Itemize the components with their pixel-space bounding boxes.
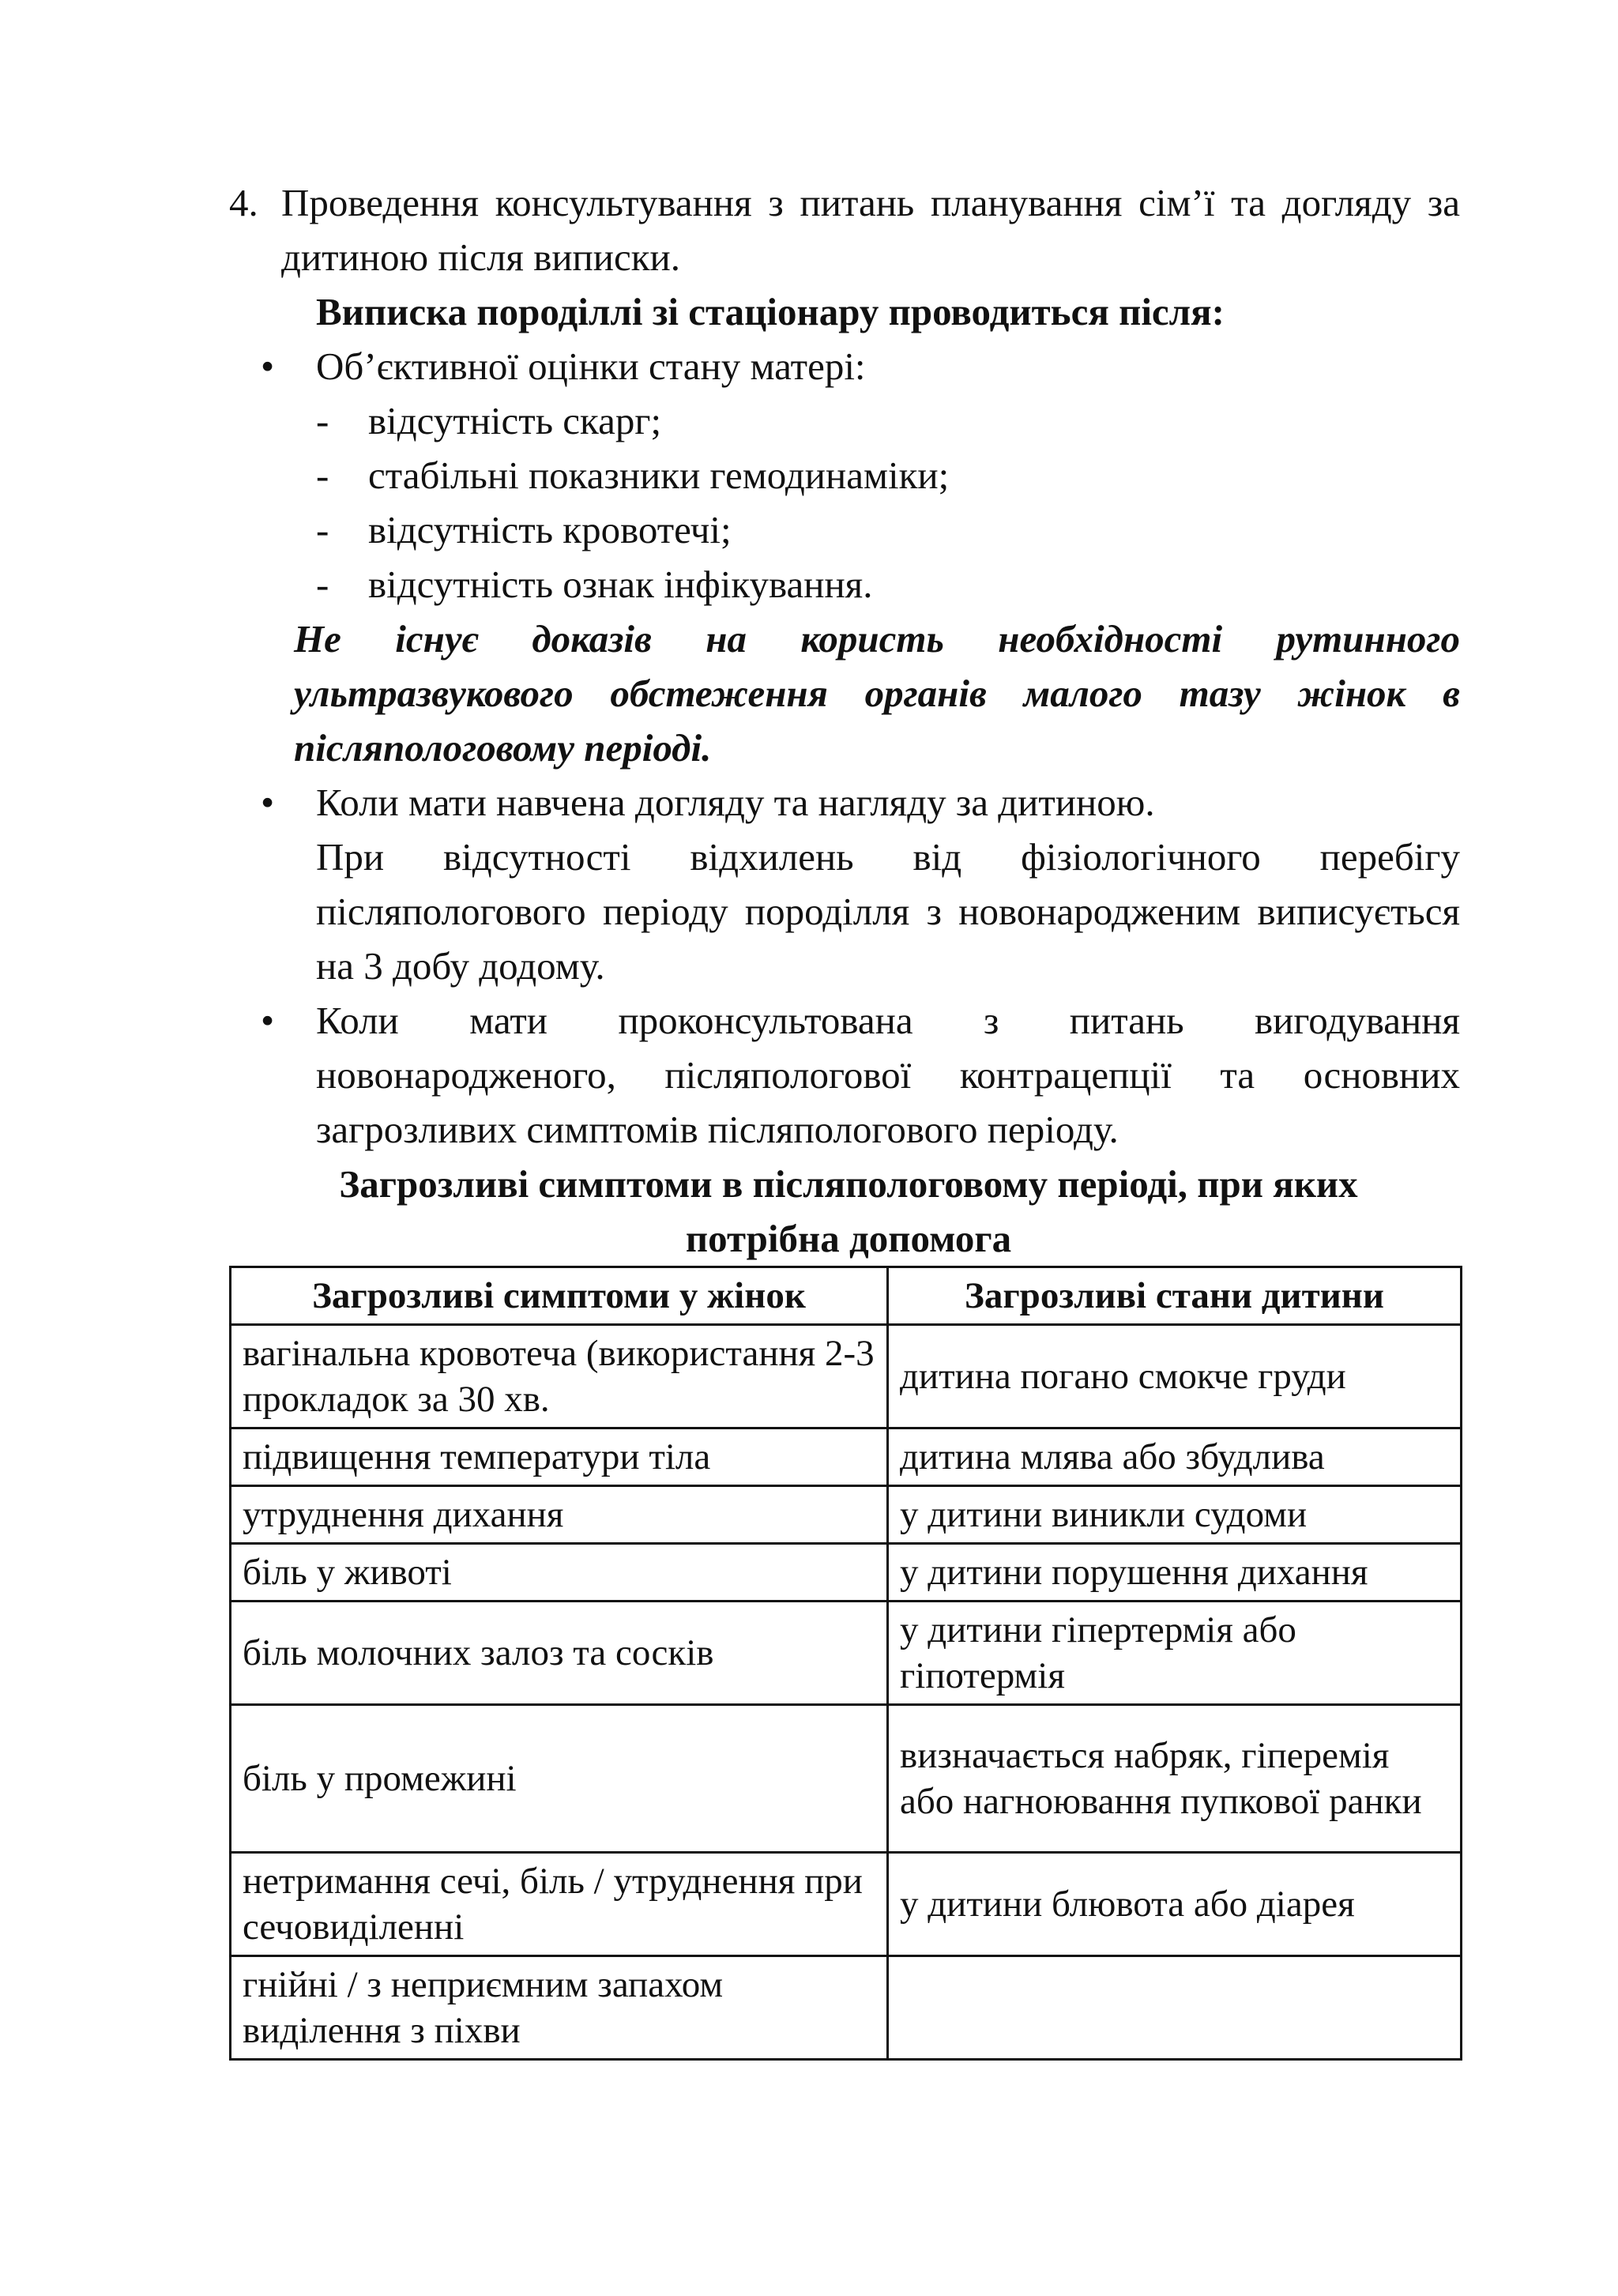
bullet-text: Коли мати навчена догляду та нагляду за дитиною. xyxy=(316,781,1155,824)
page-content xyxy=(229,175,1460,2061)
dash-icon: - xyxy=(316,508,329,551)
dash-text: відсутність кровотечі; xyxy=(368,508,732,551)
item-number: 4. xyxy=(229,181,258,224)
dash-item xyxy=(229,502,1460,557)
child-condition-cell: у дитини порушення дихання xyxy=(888,1544,1462,1602)
child-condition-cell: дитина погано смокче груди xyxy=(888,1325,1462,1428)
mother-symptom-cell: біль у животі xyxy=(231,1544,888,1602)
mother-symptom-cell: нетримання сечі, біль / утруднення при сечовиділенні xyxy=(231,1853,888,1956)
header-mother-symptoms: Загрозливі симптоми у жінок xyxy=(231,1267,888,1325)
discharge-day-paragraph: При відсутності відхилень від фізіологічного перебігу післяпологового періоду породілля з новонародженим виписується на 3 добу додому. xyxy=(316,835,1460,988)
bullet-child-care xyxy=(229,775,1460,830)
child-condition-cell: у дитини блювота або діарея xyxy=(888,1853,1462,1956)
bullet-text: Коли мати проконсультована з питань вигодування новонародженого, післяпологової контрацепції та основних загрозливих симптомів післяпологового періоду. xyxy=(316,999,1460,1151)
item-text: Проведення консультування з питань планування сім’ї та догляду за дитиною після виписки. xyxy=(281,181,1460,279)
mother-symptom-cell: вагінальна кровотеча (використання 2-3 прокладок за 30 хв. xyxy=(231,1325,888,1428)
table-row xyxy=(231,1956,1462,2060)
dash-text: відсутність скарг; xyxy=(368,399,662,442)
bullet-mother-assessment xyxy=(229,339,1460,393)
child-condition-cell: дитина млява або збудлива xyxy=(888,1428,1462,1486)
numbered-item-4 xyxy=(229,175,1460,284)
mother-symptom-cell: біль у промежині xyxy=(231,1705,888,1853)
table-row xyxy=(231,1544,1462,1602)
mother-symptom-cell: біль молочних залоз та сосків xyxy=(231,1602,888,1705)
mother-symptom-cell: підвищення температури тіла xyxy=(231,1428,888,1486)
bullet-text: Об’єктивної оцінки стану матері: xyxy=(316,344,866,388)
dash-icon: - xyxy=(316,399,329,442)
dash-item xyxy=(229,557,1460,612)
dash-text: стабільні показники гемодинаміки; xyxy=(368,454,950,497)
table-row xyxy=(231,1705,1462,1853)
mother-symptom-cell: гнійні / з неприємним запахом виділення з піхви xyxy=(231,1956,888,2060)
child-condition-cell: у дитини виникли судоми xyxy=(888,1486,1462,1544)
table-header-row xyxy=(231,1267,1462,1325)
bullet-icon: • xyxy=(261,999,275,1042)
table-title-line-2: потрібна допомога xyxy=(685,1217,1012,1260)
bullet-consultation xyxy=(229,993,1460,1157)
table-row xyxy=(231,1486,1462,1544)
dash-text: відсутність ознак інфікування. xyxy=(368,563,873,606)
child-condition-cell xyxy=(888,1956,1462,2060)
bullet-icon: • xyxy=(261,344,275,388)
child-condition-cell: визначається набряк, гіперемія або нагноювання пупкової ранки xyxy=(888,1705,1462,1853)
table-row xyxy=(231,1853,1462,1956)
mother-symptom-cell: утруднення дихання xyxy=(231,1486,888,1544)
evidence-note: Не існує доказів на користь необхідності рутинного ультразвукового обстеження органів малого тазу жінок в післяпологовому періоді. xyxy=(294,617,1460,770)
table-title-line-1: Загрозливі симптоми в післяпологовому періоді, при яких xyxy=(339,1162,1358,1206)
dash-item xyxy=(229,393,1460,448)
table-row xyxy=(231,1602,1462,1705)
table-row xyxy=(231,1325,1462,1428)
header-child-conditions: Загрозливі стани дитини xyxy=(888,1267,1462,1325)
discharge-heading: Виписка породіллі зі стаціонару проводиться після: xyxy=(316,290,1225,333)
dash-item xyxy=(229,448,1460,502)
table-title xyxy=(229,1157,1460,1266)
danger-signs-table xyxy=(229,1266,1462,2061)
child-condition-cell: у дитини гіпертермія або гіпотермія xyxy=(888,1602,1462,1705)
dash-icon: - xyxy=(316,563,329,606)
bullet-icon: • xyxy=(261,781,275,824)
table-row xyxy=(231,1428,1462,1486)
dash-icon: - xyxy=(316,454,329,497)
